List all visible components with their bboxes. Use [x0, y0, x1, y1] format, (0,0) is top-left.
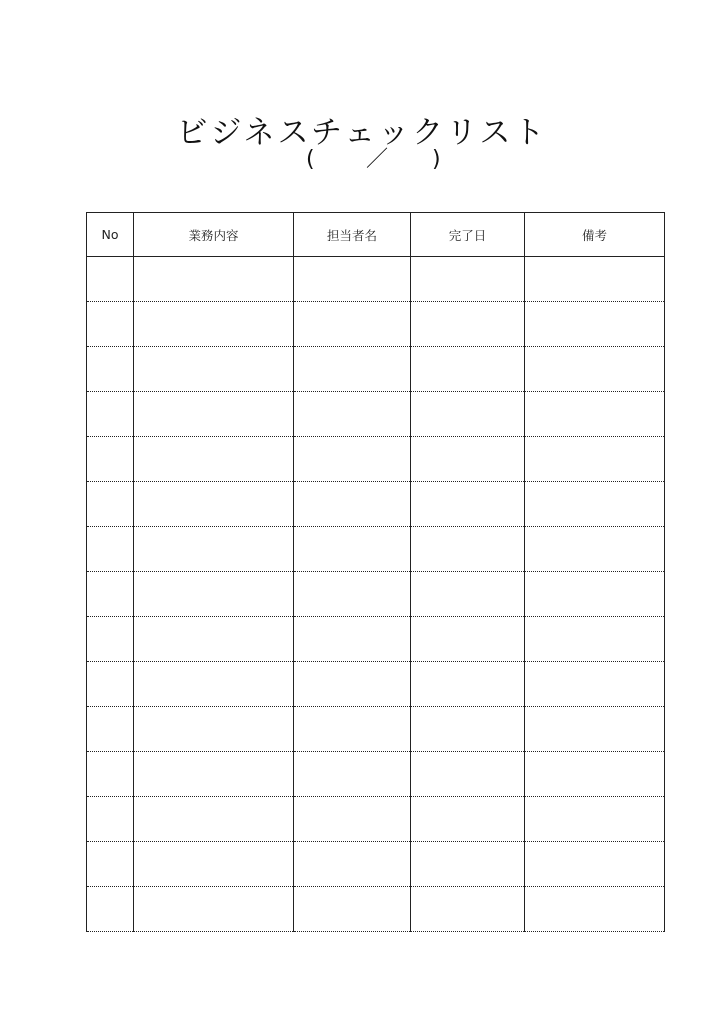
cell-assignee[interactable]	[294, 662, 411, 707]
table-row	[87, 257, 665, 302]
cell-completion-date[interactable]	[411, 392, 525, 437]
cell-task[interactable]	[134, 302, 294, 347]
cell-notes[interactable]	[525, 842, 665, 887]
cell-notes[interactable]	[525, 707, 665, 752]
column-header-task: 業務内容	[134, 213, 294, 257]
table-row	[87, 482, 665, 527]
column-header-assignee: 担当者名	[294, 213, 411, 257]
cell-no[interactable]	[87, 842, 134, 887]
cell-assignee[interactable]	[294, 437, 411, 482]
cell-task[interactable]	[134, 887, 294, 932]
cell-completion-date[interactable]	[411, 527, 525, 572]
cell-assignee[interactable]	[294, 842, 411, 887]
cell-task[interactable]	[134, 662, 294, 707]
cell-task[interactable]	[134, 752, 294, 797]
cell-task[interactable]	[134, 527, 294, 572]
table-row	[87, 887, 665, 932]
cell-no[interactable]	[87, 617, 134, 662]
cell-no[interactable]	[87, 482, 134, 527]
page-title: ビジネスチェックリスト	[176, 114, 548, 151]
cell-no[interactable]	[87, 707, 134, 752]
table-row	[87, 302, 665, 347]
table-row	[87, 752, 665, 797]
cell-notes[interactable]	[525, 257, 665, 302]
cell-task[interactable]	[134, 347, 294, 392]
cell-assignee[interactable]	[294, 572, 411, 617]
cell-completion-date[interactable]	[411, 482, 525, 527]
cell-completion-date[interactable]	[411, 437, 525, 482]
cell-notes[interactable]	[525, 437, 665, 482]
cell-no[interactable]	[87, 572, 134, 617]
table-row	[87, 347, 665, 392]
cell-no[interactable]	[87, 302, 134, 347]
cell-notes[interactable]	[525, 527, 665, 572]
cell-task[interactable]	[134, 707, 294, 752]
table-body	[87, 257, 665, 932]
cell-no[interactable]	[87, 527, 134, 572]
cell-notes[interactable]	[525, 302, 665, 347]
table-row	[87, 437, 665, 482]
cell-no[interactable]	[87, 797, 134, 842]
cell-notes[interactable]	[525, 392, 665, 437]
table-row	[87, 392, 665, 437]
table-row	[87, 572, 665, 617]
cell-completion-date[interactable]	[411, 347, 525, 392]
cell-completion-date[interactable]	[411, 257, 525, 302]
cell-no[interactable]	[87, 437, 134, 482]
cell-assignee[interactable]	[294, 347, 411, 392]
cell-no[interactable]	[87, 392, 134, 437]
checklist-table	[86, 212, 665, 932]
column-header-notes: 備考	[525, 213, 665, 257]
cell-assignee[interactable]	[294, 887, 411, 932]
cell-completion-date[interactable]	[411, 572, 525, 617]
cell-notes[interactable]	[525, 887, 665, 932]
cell-notes[interactable]	[525, 797, 665, 842]
cell-completion-date[interactable]	[411, 887, 525, 932]
cell-notes[interactable]	[525, 482, 665, 527]
cell-assignee[interactable]	[294, 707, 411, 752]
cell-completion-date[interactable]	[411, 617, 525, 662]
cell-task[interactable]	[134, 842, 294, 887]
cell-completion-date[interactable]	[411, 752, 525, 797]
table-row	[87, 842, 665, 887]
table-row	[87, 797, 665, 842]
table-row	[87, 527, 665, 572]
cell-notes[interactable]	[525, 752, 665, 797]
table-row	[87, 707, 665, 752]
cell-assignee[interactable]	[294, 302, 411, 347]
cell-assignee[interactable]	[294, 797, 411, 842]
cell-task[interactable]	[134, 482, 294, 527]
column-header-completion-date: 完了日	[411, 213, 525, 257]
cell-no[interactable]	[87, 752, 134, 797]
table-row	[87, 617, 665, 662]
cell-assignee[interactable]	[294, 527, 411, 572]
cell-task[interactable]	[134, 392, 294, 437]
cell-assignee[interactable]	[294, 617, 411, 662]
cell-task[interactable]	[134, 257, 294, 302]
cell-assignee[interactable]	[294, 752, 411, 797]
column-header-no: No	[87, 213, 134, 257]
cell-no[interactable]	[87, 887, 134, 932]
cell-notes[interactable]	[525, 347, 665, 392]
cell-completion-date[interactable]	[411, 842, 525, 887]
cell-completion-date[interactable]	[411, 662, 525, 707]
cell-assignee[interactable]	[294, 257, 411, 302]
cell-task[interactable]	[134, 572, 294, 617]
date-separator: ／	[366, 147, 389, 172]
cell-notes[interactable]	[525, 572, 665, 617]
cell-task[interactable]	[134, 797, 294, 842]
cell-completion-date[interactable]	[411, 797, 525, 842]
table-row	[87, 662, 665, 707]
table-header-row	[87, 213, 665, 257]
cell-assignee[interactable]	[294, 392, 411, 437]
cell-no[interactable]	[87, 347, 134, 392]
cell-no[interactable]	[87, 257, 134, 302]
cell-completion-date[interactable]	[411, 707, 525, 752]
cell-notes[interactable]	[525, 617, 665, 662]
date-close-paren: )	[432, 147, 441, 172]
cell-notes[interactable]	[525, 662, 665, 707]
cell-task[interactable]	[134, 437, 294, 482]
date-field[interactable]	[0, 143, 724, 177]
cell-task[interactable]	[134, 617, 294, 662]
date-open-paren: (	[306, 147, 315, 172]
cell-completion-date[interactable]	[411, 302, 525, 347]
cell-no[interactable]	[87, 662, 134, 707]
cell-assignee[interactable]	[294, 482, 411, 527]
